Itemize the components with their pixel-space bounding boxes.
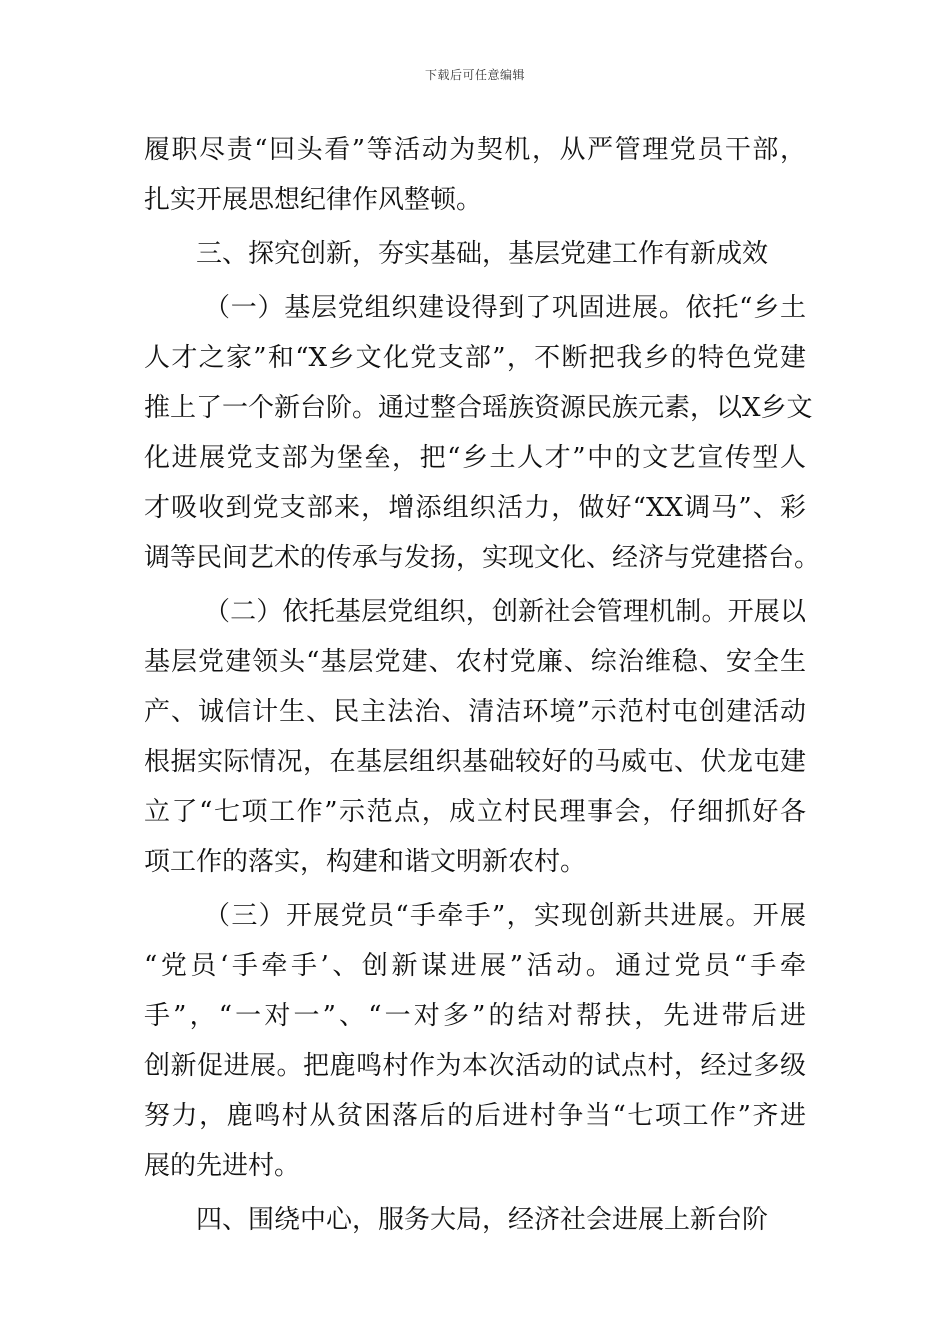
text-line: 根据实际情况，在基层组织基础较好的马威屯、伏龙屯建 bbox=[144, 747, 806, 777]
text-line: “党员‘手牵手’、创新谋进展”活动。通过党员“手牵 bbox=[144, 951, 806, 981]
text-line: 基层党建领头“基层党建、农村党廉、综治维稳、安全生 bbox=[144, 647, 806, 677]
text-line: （一）基层党组织建设得到了巩固进展。依托“乡土 bbox=[204, 293, 806, 323]
section-heading bbox=[144, 1195, 806, 1245]
paragraph bbox=[144, 283, 821, 583]
text-line: 才吸收到党支部来，增添组织活力，做好“XX调马”、彩 bbox=[144, 493, 806, 523]
paragraph bbox=[144, 125, 806, 225]
section-heading bbox=[144, 229, 806, 279]
text-line: 项工作的落实，构建和谐文明新农村。 bbox=[144, 847, 587, 877]
heading-line: 四、围绕中心，服务大局，经济社会进展上新台阶 bbox=[196, 1205, 769, 1235]
document-body bbox=[144, 125, 821, 1245]
text-line: 履职尽责“回头看”等活动为契机，从严管理党员干部， bbox=[144, 135, 806, 165]
text-line: 扎实开展思想纪律作风整顿。 bbox=[144, 185, 483, 215]
text-line: （二）依托基层党组织，创新社会管理机制。开展以 bbox=[204, 597, 806, 627]
page-header: 下载后可任意编辑 bbox=[424, 68, 525, 82]
text-line: 立了“七项工作”示范点，成立村民理事会，仔细抓好各 bbox=[144, 797, 806, 827]
text-line: 产、诚信计生、民主法治、清洁环境”示范村屯创建活动 bbox=[144, 697, 806, 727]
text-line: （三）开展党员“手牵手”，实现创新共进展。开展 bbox=[204, 901, 806, 931]
paragraph bbox=[144, 587, 806, 887]
text-line: 努力，鹿鸣村从贫困落后的后进村争当“七项工作”齐进 bbox=[144, 1101, 806, 1131]
heading-line: 三、探究创新，夯实基础，基层党建工作有新成效 bbox=[196, 239, 769, 269]
text-line: 推上了一个新台阶。通过整合瑶族资源民族元素，以X乡文 bbox=[144, 393, 813, 423]
paragraph bbox=[144, 891, 806, 1191]
text-line: 人才之家”和“X乡文化党支部”，不断把我乡的特色党建 bbox=[144, 343, 806, 373]
text-line: 化进展党支部为堡垒，把“乡土人才”中的文艺宣传型人 bbox=[144, 443, 806, 473]
text-line: 调等民间艺术的传承与发扬，实现文化、经济与党建搭台。 bbox=[144, 543, 821, 573]
text-line: 创新促进展。把鹿鸣村作为本次活动的试点村，经过多级 bbox=[144, 1051, 806, 1081]
text-line: 展的先进村。 bbox=[144, 1151, 301, 1181]
text-line: 手”，“一对一”、“一对多”的结对帮扶，先进带后进 bbox=[144, 1001, 806, 1031]
